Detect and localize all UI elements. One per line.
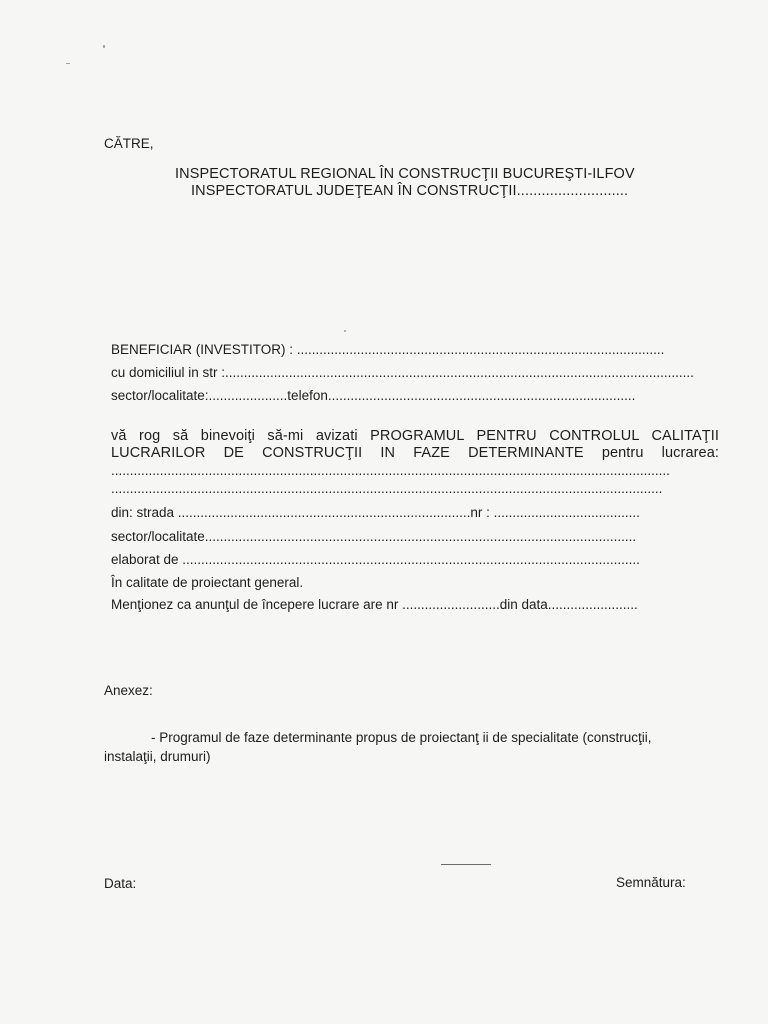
signature-rule xyxy=(441,864,491,865)
institution-regional: INSPECTORATUL REGIONAL ÎN CONSTRUCŢII BUCUREŞTI-ILFOV xyxy=(175,166,635,182)
sector-phone-field: sector/localitate:.....................telefon.................................................................................. xyxy=(111,388,636,403)
work-description-dots-1: ..................................................................................................................................................... xyxy=(111,463,670,478)
street-number-field: din: strada ..............................................................................nr : ....................................... xyxy=(111,505,640,520)
request-line-2: LUCRARILOR DE CONSTRUCŢII IN FAZE DETERMINANTE pentru lucrarea: xyxy=(111,445,719,461)
start-notice-field: Menţionez ca anunţul de începere lucrare are nr ..........................din data........................ xyxy=(111,597,638,612)
work-description-dots-2: ................................................................................................................................................... xyxy=(111,481,663,496)
elaborated-by-field: elaborat de .......................................................................................................................... xyxy=(111,552,640,567)
designer-capacity: În calitate de proiectant general. xyxy=(111,575,304,590)
annex-item-line-1: - Programul de faze determinante propus de proiectanţ ii de specialitate (construcţii, xyxy=(151,730,652,745)
annex-item-line-2: instalaţii, drumuri) xyxy=(104,749,211,764)
sector-locality-field: sector/localitate................................................................................................................... xyxy=(111,529,637,544)
signature-label: Semnătura: xyxy=(616,875,686,890)
annex-heading: Anexez: xyxy=(104,683,153,698)
beneficiary-field: BENEFICIAR (INVESTITOR) : .................................................................................................. xyxy=(111,342,665,357)
scan-speck xyxy=(344,330,346,332)
date-label: Data: xyxy=(104,876,137,891)
scan-speck xyxy=(66,63,70,64)
addressee: CĂTRE, xyxy=(104,136,154,151)
domicile-field: cu domiciliul in str :............................................................................................................................. xyxy=(111,365,694,380)
request-line-1: vă rog să binevoiţi să-mi avizati PROGRAMUL PENTRU CONTROLUL CALITAŢII xyxy=(111,428,719,444)
institution-county: INSPECTORATUL JUDEŢEAN ÎN CONSTRUCŢII........................... xyxy=(191,183,629,199)
scan-speck xyxy=(103,45,105,48)
